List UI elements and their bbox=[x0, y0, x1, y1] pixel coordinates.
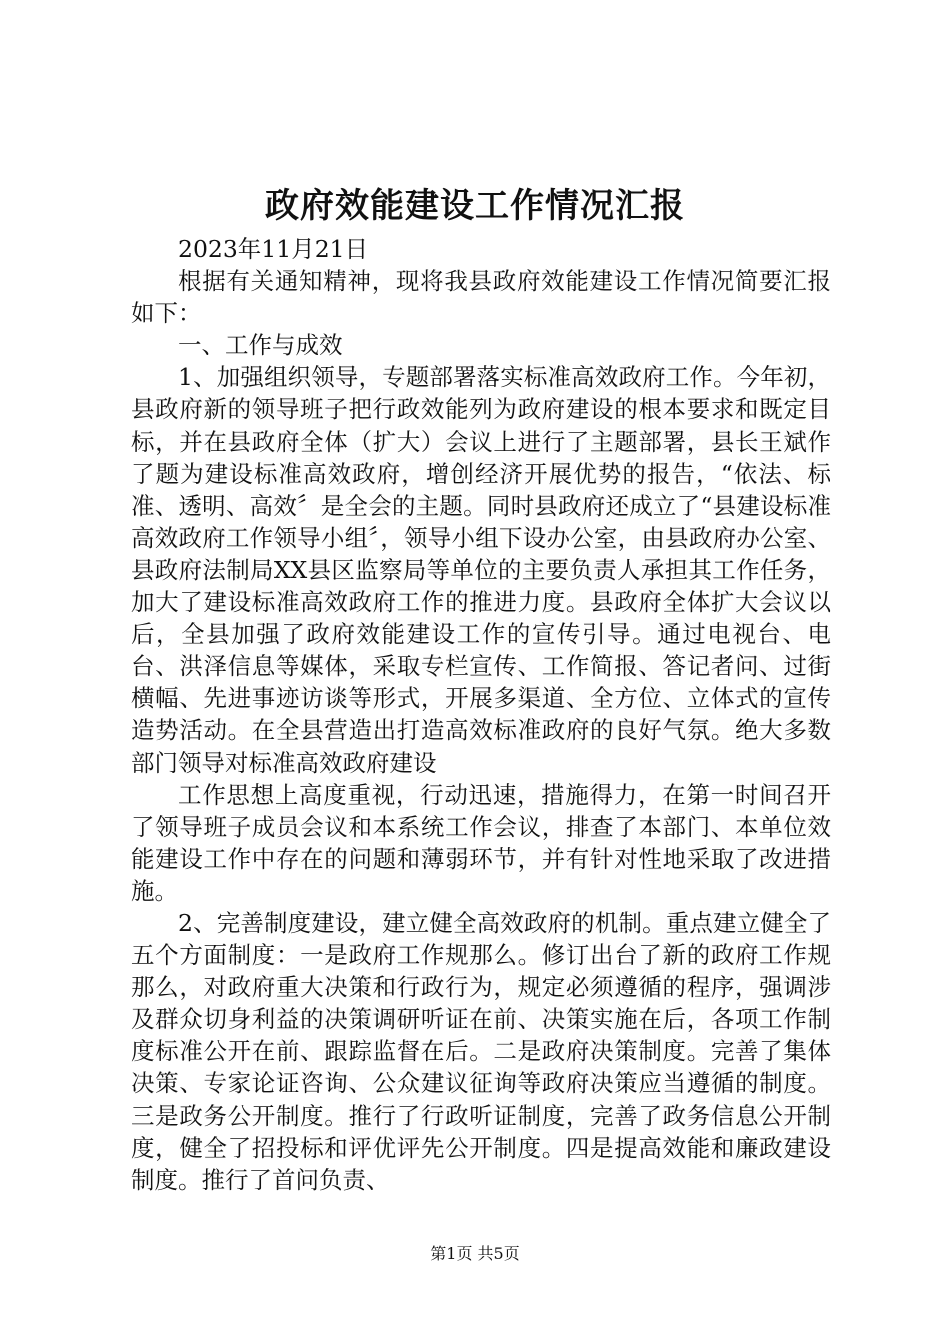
paragraph-attitude: 工作思想上高度重视，行动迅速，措施得力，在第一时间召开了领导班子成员会议和本系统工作会议，排查了本部门、本单位效能建设工作中存在的问题和薄弱环节，并有针对性地采取了改进措施。 bbox=[131, 780, 831, 905]
document-title: 政府效能建设工作情况汇报 bbox=[265, 186, 685, 226]
section-heading: 一、工作与成效 bbox=[178, 331, 343, 360]
document-body bbox=[131, 233, 831, 1196]
page-number: 第1页 共5页 bbox=[430, 1244, 520, 1263]
paragraph-organization: 1、加强组织领导，专题部署落实标准高效政府工作。今年初，县政府新的领导班子把行政效能列为政府建设的根本要求和既定目标，并在县政府全体（扩大）会议上进行了主题部署，县长王斌作了题为建设标准高效政府，增创经济开展优势的报告，“依法、标准、透明、高效〞是全会的主题。同时县政府还成立了“县建设标准高效政府工作领导小组〞，领导小组下设办公室，由县政府办公室、县政府法制局XX县区监察局等单位的主要负责人承担其工作任务，加大了建设标准高效政府工作的推进力度。县政府全体扩大会议以后，全县加强了政府效能建设工作的宣传引导。通过电视台、电台、洪泽信息等媒体，采取专栏宣传、工作简报、答记者问、过街横幅、先进事迹访谈等形式，开展多渠道、全方位、立体式的宣传造势活动。在全县营造出打造高效标准政府的良好气氛。绝大多数部门领导对标准高效政府建设 bbox=[131, 363, 831, 777]
page-footer bbox=[0, 1242, 950, 1266]
paragraph-intro: 根据有关通知精神，现将我县政府效能建设工作情况简要汇报如下： bbox=[131, 267, 831, 328]
paragraph-systems: 2、完善制度建设，建立健全高效政府的机制。重点建立健全了五个方面制度：一是政府工作规那么。修订出台了新的政府工作规那么，对政府重大决策和行政行为，规定必须遵循的程序，强调涉及群众切身利益的决策调研听证在前、决策实施在后，各项工作制度标准公开在前、跟踪监督在后。二是政府决策制度。完善了集体决策、专家论证咨询、公众建议征询等政府决策应当遵循的制度。三是政务公开制度。推行了行政听证制度，完善了政务信息公开制度，健全了招投标和评优评先公开制度。四是提高效能和廉政建设制度。推行了首问负责、 bbox=[131, 908, 831, 1194]
document-date: 2023年11月21日 bbox=[178, 235, 369, 263]
